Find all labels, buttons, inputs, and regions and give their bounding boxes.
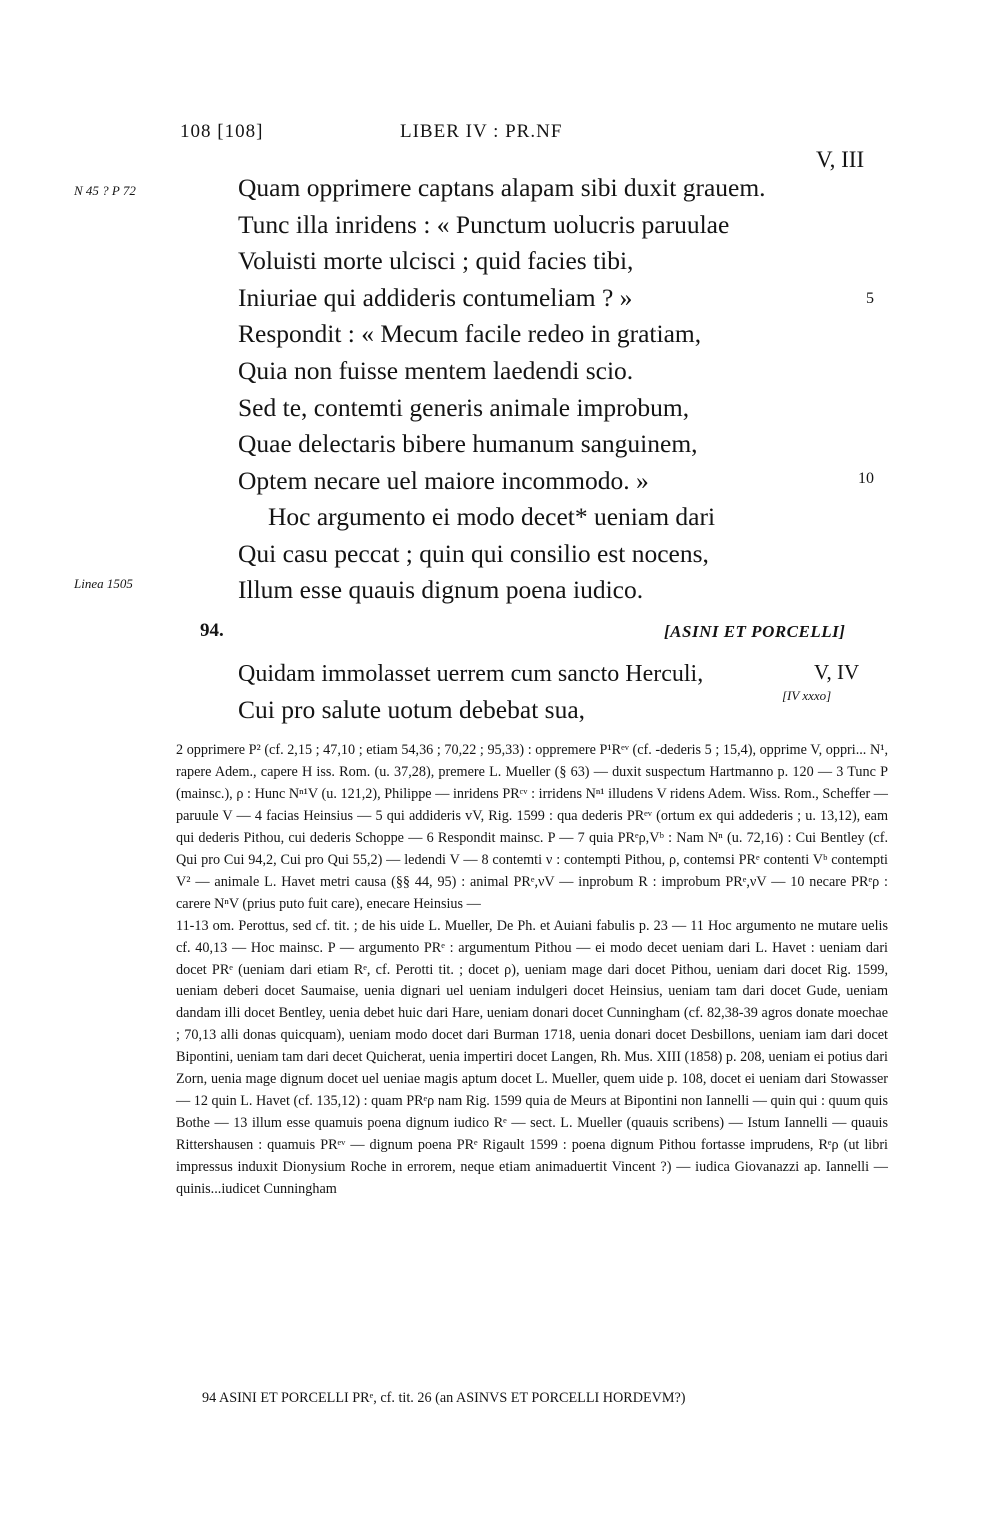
apparatus-paragraph: 2 opprimere P² (cf. 2,15 ; 47,10 ; etiam 54,36 ; 70,22 ; 95,33) : oppremere P¹Rᵉᵛ (cf. -dederis 5 ; 15,4), opprime V, oppri... N¹, rapere Adem., capere H iss. Rom. (u. 37,28), premere L. Mueller (§ 63) — duxit suspectum Hartmanno p. 120 — 3 Tunc P (mainsc.), ρ : Hunc Nⁿ¹V (u. 121,2), Philippe — inridens PRᶜᵛ : irridens Nⁿ¹ illudens V ridens Adem. Wiss. Rom., Scheffer — paruule V — 4 facias Heinsius — 5 qui addideris vV, Rig. 1599 : qua dederis PRᵉᵛ (ortum ex qui addederis ; u. 13,12), eam qui dederis Pithou, cui dederis Schoppe — 6 Respondit mainsc. P — 7 quia PRᵉρ,Vᵇ : Nam Nⁿ (u. 72,16) : Cui Bentley (cf. Qui pro Cui 94,2, Cui pro Qui 55,2) — ledendi V — 8 contemti ν : contempti Pithou, ρ, contemsi PRᵉ contenti Vᵇ contempti V² — animale L. Havet metri causa (§§ 44, 95) : animal PRᵉ,νV — inprobum R : improbum PRᵉ,νV — 10 necare PRᵉρ : carere NⁿV (prius puto fuit care), enecare Heinsius —: [176, 742, 888, 912]
verse-line: Respondit : « Mecum facile redeo in gratiam,: [238, 319, 702, 348]
reference-top: V, III: [816, 147, 865, 172]
verse-line: Quia non fuisse mentem laedendi scio.: [238, 356, 634, 385]
critical-apparatus: [176, 740, 888, 1406]
apparatus-last-line: 94 ASINI ET PORCELLI PRᵉ, cf. tit. 26 (an ASINVS ET PORCELLI HORDEVM?): [202, 1390, 686, 1406]
verse-line: Cui pro salute uotum debebat sua,: [238, 695, 586, 724]
verse-line: Voluisti morte ulcisci ; quid facies tibi,: [238, 246, 634, 275]
apparatus-paragraph: 11-13 om. Perottus, sed cf. tit. ; de his uide L. Mueller, De Ph. et Auiani fabulis p. 23 — 11 Hoc argumento ne mutare uelis cf. 40,13 — Hoc mainsc. P — argumento PRᵉ : argumentum Pithou — ei modo decet ueniam dari L. Havet : ueniam dari docet PRᵉ (ueniam dari etiam Rᵉ, cf. Perotti tit. ; docet ρ), ueniam mage dari docet Pithou, ueniam dari docet Rig. 1599, ueniam deberi docet Saumaise, uenia dignari uel ueniam indulgeri docet Heinsius, ueniam tam dari docet Gude, ueniam dandam illi docet Bentley, uenia debet huic dari Hare, ueniam donari docet Cunningham (cf. 82,38-39 agros donate moechae ; 70,13 alli donas quicquam), ueniam modo docet dari Burman 1718, uenia donari docet Desbillons, ueniam iam dari docet Bipontini, ueniam tam dari decet Quicherat, uenia impertiri docet Langen, Rh. Mus. XIII (1858) p. 208, ueniam ei potius dari Zorn, uenia mage dignum docet uel ueniae magis aptum docet L. Mueller, quem uide p. 108, docet ei ueniam dari Stowasser — 12 quin L. Havet (cf. 135,12) : quam PRᵉρ nam Rig. 1599 quia de Meurs at Bipontini non Iannelli — quin qui : quum quis Bothe — 13 illum esse quamuis poena dignum iudico Rᵉ — sect. L. Mueller (quauis scribens) — Istum Iannelli — quauis Rittershausen : quamuis PRᵉᵛ — dignum poena PRᵉ Rigault 1599 : poena dignum Pithou fortasse imprudens, Rᵉρ (ut libri impressus induxit Dionysium Roche in errorem, neque etiam animaduertit Vincent ?) — iudica Giovanazzi ap. Iannelli — quinis...iudicet Cunningham: [176, 917, 888, 1198]
verse-line: Optem necare uel maiore incommodo. »: [238, 466, 649, 495]
verse-line: Quae delectaris bibere humanum sanguinem,: [238, 429, 698, 458]
line-number: 5: [866, 290, 874, 307]
verse-line: Tunc illa inridens : « Punctum uolucris paruulae: [238, 210, 730, 239]
line-number: 10: [858, 470, 874, 487]
verse-line: Illum esse quauis dignum poena iudico.: [238, 575, 644, 604]
verse-line: Quidam immolasset uerrem cum sancto Herculi,: [238, 661, 704, 687]
fable-reference: V, IV: [814, 660, 860, 684]
verse-line: Sed te, contemti generis animale improbum,: [238, 393, 690, 422]
fable-number: 94.: [200, 620, 224, 641]
running-title: LIBER IV : PR.NF: [400, 121, 563, 142]
verse-line: Iniuriae qui addideris contumeliam ? »: [238, 283, 633, 312]
margin-note-top: N 45 ? P 72: [74, 183, 136, 198]
fable-reference-secondary: [IV xxxo]: [782, 688, 832, 703]
margin-note-bottom: Linea 1505: [74, 576, 133, 591]
verse-line: Quam opprimere captans alapam sibi duxit grauem.: [238, 173, 766, 202]
fable-title: [ASINI ET PORCELLI]: [664, 622, 846, 641]
verse-line: Qui casu peccat ; quin qui consilio est nocens,: [238, 539, 709, 568]
page-number: 108 [108]: [180, 121, 264, 142]
verse-line: Hoc argumento ei modo decet* ueniam dari: [268, 502, 716, 531]
